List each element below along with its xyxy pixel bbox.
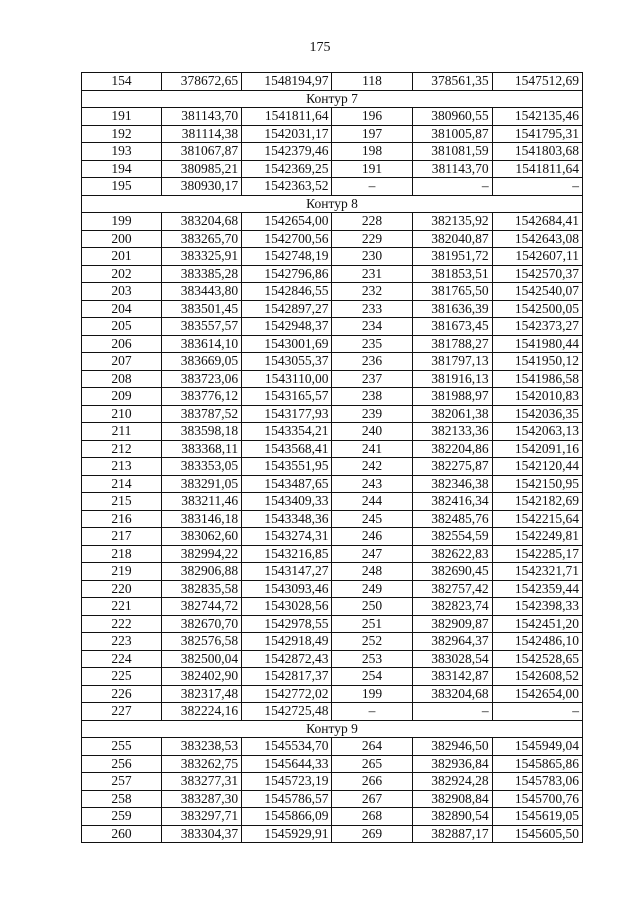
- coord-y-cell: 1541795,31: [492, 125, 582, 143]
- point-number-cell: 224: [82, 650, 162, 668]
- coord-x-cell: 382133,36: [412, 423, 492, 441]
- point-number-cell: 154: [82, 73, 162, 91]
- point-number-cell: 248: [332, 563, 412, 581]
- point-number-cell: 211: [82, 423, 162, 441]
- point-number-cell: 235: [332, 335, 412, 353]
- coord-x-cell: 383238,53: [162, 738, 242, 756]
- coord-y-cell: 1543551,95: [242, 458, 332, 476]
- page-number: 175: [309, 40, 331, 55]
- coord-y-cell: 1548194,97: [242, 73, 332, 91]
- table-row: [82, 125, 583, 143]
- point-number-cell: 245: [332, 510, 412, 528]
- point-number-cell: 260: [82, 825, 162, 843]
- coord-x-cell: 381916,13: [412, 370, 492, 388]
- coord-x-cell: 383385,28: [162, 265, 242, 283]
- coord-x-cell: 382835,58: [162, 580, 242, 598]
- point-number-cell: 197: [332, 125, 412, 143]
- coord-y-cell: 1542379,46: [242, 143, 332, 161]
- coord-y-cell: 1542500,05: [492, 300, 582, 318]
- coord-y-cell: 1542978,55: [242, 615, 332, 633]
- table-row: [82, 580, 583, 598]
- point-number-cell: 234: [332, 318, 412, 336]
- coord-x-cell: 382224,16: [162, 703, 242, 721]
- point-number-cell: 218: [82, 545, 162, 563]
- point-number-cell: 229: [332, 230, 412, 248]
- coord-y-cell: 1542063,13: [492, 423, 582, 441]
- coord-x-cell: 382936,84: [412, 755, 492, 773]
- coord-x-cell: 382135,92: [412, 213, 492, 231]
- point-number-cell: 265: [332, 755, 412, 773]
- point-number-cell: 226: [82, 685, 162, 703]
- coord-y-cell: 1543001,69: [242, 335, 332, 353]
- coord-y-cell: 1541986,58: [492, 370, 582, 388]
- point-number-cell: 259: [82, 808, 162, 826]
- table-row: [82, 825, 583, 843]
- coord-y-cell: 1543177,93: [242, 405, 332, 423]
- coord-x-cell: 380930,17: [162, 178, 242, 196]
- coord-x-cell: 381788,27: [412, 335, 492, 353]
- section-header-row: [82, 195, 583, 213]
- point-number-cell: 194: [82, 160, 162, 178]
- coord-x-cell: 383028,54: [412, 650, 492, 668]
- coord-x-cell: 382554,59: [412, 528, 492, 546]
- coord-y-cell: 1543487,65: [242, 475, 332, 493]
- point-number-cell: 244: [332, 493, 412, 511]
- point-number-cell: 205: [82, 318, 162, 336]
- coord-x-cell: 382908,84: [412, 790, 492, 808]
- coord-x-cell: 383277,31: [162, 773, 242, 791]
- point-number-cell: 199: [82, 213, 162, 231]
- coord-x-cell: 383501,45: [162, 300, 242, 318]
- coord-y-cell: 1542486,10: [492, 633, 582, 651]
- coord-x-cell: 382887,17: [412, 825, 492, 843]
- coord-x-cell: 382576,58: [162, 633, 242, 651]
- coord-y-cell: 1542948,37: [242, 318, 332, 336]
- coord-y-cell: 1541803,68: [492, 143, 582, 161]
- coord-y-cell: 1545534,70: [242, 738, 332, 756]
- coord-y-cell: 1542369,25: [242, 160, 332, 178]
- point-number-cell: 249: [332, 580, 412, 598]
- coord-y-cell: 1542373,27: [492, 318, 582, 336]
- coord-y-cell: 1542135,46: [492, 108, 582, 126]
- coord-y-cell: 1542091,16: [492, 440, 582, 458]
- point-number-cell: 268: [332, 808, 412, 826]
- point-number-cell: 204: [82, 300, 162, 318]
- point-number-cell: 233: [332, 300, 412, 318]
- point-number-cell: 219: [82, 563, 162, 581]
- table-row: [82, 475, 583, 493]
- table-row: [82, 545, 583, 563]
- coord-x-cell: 383291,05: [162, 475, 242, 493]
- coord-y-cell: 1545723,19: [242, 773, 332, 791]
- coord-x-cell: 382416,34: [412, 493, 492, 511]
- point-number-cell: 203: [82, 283, 162, 301]
- coord-x-cell: 383287,30: [162, 790, 242, 808]
- point-number-cell: 118: [332, 73, 412, 91]
- point-number-cell: 228: [332, 213, 412, 231]
- coord-y-cell: 1542700,56: [242, 230, 332, 248]
- coordinates-table-body: [82, 73, 583, 843]
- point-number-cell: 255: [82, 738, 162, 756]
- table-row: [82, 248, 583, 266]
- coord-y-cell: 1543354,21: [242, 423, 332, 441]
- coord-y-cell: 1543165,57: [242, 388, 332, 406]
- point-number-cell: 232: [332, 283, 412, 301]
- point-number-cell: 206: [82, 335, 162, 353]
- point-number-cell: 202: [82, 265, 162, 283]
- coord-x-cell: 382964,37: [412, 633, 492, 651]
- coord-y-cell: 1543409,33: [242, 493, 332, 511]
- coord-x-cell: 381143,70: [162, 108, 242, 126]
- point-number-cell: 216: [82, 510, 162, 528]
- table-row: [82, 650, 583, 668]
- coord-x-cell: 382402,90: [162, 668, 242, 686]
- coord-y-cell: 1542398,33: [492, 598, 582, 616]
- coord-x-cell: 382909,87: [412, 615, 492, 633]
- table-row: [82, 510, 583, 528]
- coord-y-cell: 1543055,37: [242, 353, 332, 371]
- coord-x-cell: 380960,55: [412, 108, 492, 126]
- coord-y-cell: 1542684,41: [492, 213, 582, 231]
- point-number-cell: 212: [82, 440, 162, 458]
- coord-y-cell: 1541980,44: [492, 335, 582, 353]
- point-number-cell: 220: [82, 580, 162, 598]
- table-row: [82, 633, 583, 651]
- table-row: [82, 388, 583, 406]
- coord-y-cell: 1542321,71: [492, 563, 582, 581]
- coord-x-cell: 383787,52: [162, 405, 242, 423]
- point-number-cell: 201: [82, 248, 162, 266]
- coord-y-cell: 1545949,04: [492, 738, 582, 756]
- coord-y-cell: 1542897,27: [242, 300, 332, 318]
- point-number-cell: 236: [332, 353, 412, 371]
- table-row: [82, 615, 583, 633]
- coord-y-cell: 1545619,05: [492, 808, 582, 826]
- coord-x-cell: 383262,75: [162, 755, 242, 773]
- coord-y-cell: 1547512,69: [492, 73, 582, 91]
- coord-y-cell: 1542359,44: [492, 580, 582, 598]
- coord-x-cell: 381143,70: [412, 160, 492, 178]
- point-number-cell: 217: [82, 528, 162, 546]
- coord-y-cell: 1545644,33: [242, 755, 332, 773]
- coord-x-cell: 383557,57: [162, 318, 242, 336]
- coord-x-cell: 383325,91: [162, 248, 242, 266]
- point-number-cell: 213: [82, 458, 162, 476]
- point-number-cell: –: [332, 703, 412, 721]
- point-number-cell: 223: [82, 633, 162, 651]
- coord-y-cell: 1543348,36: [242, 510, 332, 528]
- coord-y-cell: 1542608,52: [492, 668, 582, 686]
- point-number-cell: 258: [82, 790, 162, 808]
- coord-y-cell: 1542150,95: [492, 475, 582, 493]
- point-number-cell: 267: [332, 790, 412, 808]
- point-number-cell: 191: [332, 160, 412, 178]
- table-row: [82, 143, 583, 161]
- coord-y-cell: 1545700,76: [492, 790, 582, 808]
- coord-x-cell: 381636,39: [412, 300, 492, 318]
- coord-x-cell: 382946,50: [412, 738, 492, 756]
- coord-x-cell: 383204,68: [162, 213, 242, 231]
- coord-x-cell: 381114,38: [162, 125, 242, 143]
- coord-x-cell: 381988,97: [412, 388, 492, 406]
- coord-y-cell: 1542725,48: [242, 703, 332, 721]
- coord-y-cell: 1545786,57: [242, 790, 332, 808]
- point-number-cell: 240: [332, 423, 412, 441]
- section-title: Контур 7: [82, 90, 583, 108]
- coord-x-cell: 382346,38: [412, 475, 492, 493]
- coord-x-cell: 381005,87: [412, 125, 492, 143]
- point-number-cell: 252: [332, 633, 412, 651]
- coord-x-cell: 381673,45: [412, 318, 492, 336]
- coord-y-cell: –: [492, 703, 582, 721]
- table-row: [82, 685, 583, 703]
- point-number-cell: 243: [332, 475, 412, 493]
- coord-y-cell: 1542120,44: [492, 458, 582, 476]
- coord-y-cell: 1542643,08: [492, 230, 582, 248]
- coord-x-cell: 383304,37: [162, 825, 242, 843]
- coord-x-cell: 382670,70: [162, 615, 242, 633]
- point-number-cell: 231: [332, 265, 412, 283]
- point-number-cell: 225: [82, 668, 162, 686]
- table-row: [82, 808, 583, 826]
- coord-x-cell: 383598,18: [162, 423, 242, 441]
- point-number-cell: 246: [332, 528, 412, 546]
- coord-x-cell: –: [412, 703, 492, 721]
- point-number-cell: 247: [332, 545, 412, 563]
- table-row: [82, 108, 583, 126]
- coord-x-cell: 382040,87: [412, 230, 492, 248]
- coord-y-cell: 1541950,12: [492, 353, 582, 371]
- coord-x-cell: 382744,72: [162, 598, 242, 616]
- coord-x-cell: 382275,87: [412, 458, 492, 476]
- coord-x-cell: 382823,74: [412, 598, 492, 616]
- coord-x-cell: 383297,71: [162, 808, 242, 826]
- coord-y-cell: 1545783,06: [492, 773, 582, 791]
- coord-y-cell: 1543568,41: [242, 440, 332, 458]
- table-row: [82, 230, 583, 248]
- coord-x-cell: 378672,65: [162, 73, 242, 91]
- table-row: [82, 265, 583, 283]
- coord-y-cell: 1545866,09: [242, 808, 332, 826]
- coord-x-cell: 382622,83: [412, 545, 492, 563]
- coord-x-cell: 383669,05: [162, 353, 242, 371]
- point-number-cell: 256: [82, 755, 162, 773]
- coord-x-cell: 382317,48: [162, 685, 242, 703]
- coord-y-cell: 1542540,07: [492, 283, 582, 301]
- table-row: [82, 213, 583, 231]
- coord-y-cell: 1542654,00: [242, 213, 332, 231]
- coord-y-cell: 1545929,91: [242, 825, 332, 843]
- coord-x-cell: 383265,70: [162, 230, 242, 248]
- coord-x-cell: 382994,22: [162, 545, 242, 563]
- table-row: [82, 423, 583, 441]
- point-number-cell: 257: [82, 773, 162, 791]
- coord-x-cell: –: [412, 178, 492, 196]
- coord-x-cell: 383368,11: [162, 440, 242, 458]
- coord-y-cell: 1542010,83: [492, 388, 582, 406]
- table-row: [82, 703, 583, 721]
- coord-x-cell: 381081,59: [412, 143, 492, 161]
- point-number-cell: 208: [82, 370, 162, 388]
- coordinates-table: [81, 72, 583, 843]
- table-row: [82, 563, 583, 581]
- table-row: [82, 73, 583, 91]
- table-row: [82, 160, 583, 178]
- coord-x-cell: 383211,46: [162, 493, 242, 511]
- table-row: [82, 773, 583, 791]
- table-row: [82, 283, 583, 301]
- coord-x-cell: 382757,42: [412, 580, 492, 598]
- table-row: [82, 755, 583, 773]
- coord-x-cell: 378561,35: [412, 73, 492, 91]
- section-header-row: [82, 90, 583, 108]
- coord-y-cell: 1542031,17: [242, 125, 332, 143]
- coord-x-cell: 381853,51: [412, 265, 492, 283]
- coord-x-cell: 383142,87: [412, 668, 492, 686]
- point-number-cell: 199: [332, 685, 412, 703]
- coord-y-cell: 1541811,64: [242, 108, 332, 126]
- point-number-cell: 266: [332, 773, 412, 791]
- point-number-cell: 215: [82, 493, 162, 511]
- coord-y-cell: 1542528,65: [492, 650, 582, 668]
- coord-y-cell: 1542772,02: [242, 685, 332, 703]
- coord-y-cell: 1542607,11: [492, 248, 582, 266]
- point-number-cell: 251: [332, 615, 412, 633]
- coord-y-cell: 1543093,46: [242, 580, 332, 598]
- point-number-cell: 264: [332, 738, 412, 756]
- coord-y-cell: 1542796,86: [242, 265, 332, 283]
- point-number-cell: 237: [332, 370, 412, 388]
- point-number-cell: 214: [82, 475, 162, 493]
- point-number-cell: 250: [332, 598, 412, 616]
- coord-y-cell: 1542451,20: [492, 615, 582, 633]
- table-row: [82, 598, 583, 616]
- table-row: [82, 458, 583, 476]
- point-number-cell: 227: [82, 703, 162, 721]
- section-header-row: [82, 720, 583, 738]
- coord-x-cell: 383353,05: [162, 458, 242, 476]
- point-number-cell: 230: [332, 248, 412, 266]
- coord-y-cell: 1542249,81: [492, 528, 582, 546]
- coord-y-cell: 1542363,52: [242, 178, 332, 196]
- coord-x-cell: 382690,45: [412, 563, 492, 581]
- coord-y-cell: 1542872,43: [242, 650, 332, 668]
- coord-y-cell: 1543147,27: [242, 563, 332, 581]
- coord-x-cell: 382204,86: [412, 440, 492, 458]
- coord-x-cell: 381765,50: [412, 283, 492, 301]
- coord-x-cell: 383204,68: [412, 685, 492, 703]
- table-row: [82, 738, 583, 756]
- point-number-cell: 200: [82, 230, 162, 248]
- table-row: [82, 668, 583, 686]
- coord-y-cell: 1543110,00: [242, 370, 332, 388]
- point-number-cell: 254: [332, 668, 412, 686]
- point-number-cell: 210: [82, 405, 162, 423]
- coord-x-cell: 382500,04: [162, 650, 242, 668]
- point-number-cell: 195: [82, 178, 162, 196]
- point-number-cell: 222: [82, 615, 162, 633]
- coord-x-cell: 381797,13: [412, 353, 492, 371]
- table-row: [82, 440, 583, 458]
- coord-x-cell: 382485,76: [412, 510, 492, 528]
- point-number-cell: 239: [332, 405, 412, 423]
- point-number-cell: 241: [332, 440, 412, 458]
- table-row: [82, 300, 583, 318]
- coord-y-cell: 1542846,55: [242, 283, 332, 301]
- table-row: [82, 318, 583, 336]
- coord-y-cell: 1542918,49: [242, 633, 332, 651]
- coord-y-cell: 1542570,37: [492, 265, 582, 283]
- coord-y-cell: –: [492, 178, 582, 196]
- point-number-cell: 196: [332, 108, 412, 126]
- point-number-cell: 238: [332, 388, 412, 406]
- point-number-cell: 198: [332, 143, 412, 161]
- table-row: [82, 370, 583, 388]
- coord-y-cell: 1543216,85: [242, 545, 332, 563]
- section-title: Контур 8: [82, 195, 583, 213]
- coord-x-cell: 382061,38: [412, 405, 492, 423]
- coord-y-cell: 1541811,64: [492, 160, 582, 178]
- point-number-cell: 242: [332, 458, 412, 476]
- coord-y-cell: 1542215,64: [492, 510, 582, 528]
- point-number-cell: 269: [332, 825, 412, 843]
- coord-x-cell: 383723,06: [162, 370, 242, 388]
- coord-y-cell: 1542748,19: [242, 248, 332, 266]
- coord-y-cell: 1543274,31: [242, 528, 332, 546]
- coord-x-cell: 381951,72: [412, 248, 492, 266]
- coord-y-cell: 1542036,35: [492, 405, 582, 423]
- point-number-cell: 192: [82, 125, 162, 143]
- table-row: [82, 405, 583, 423]
- point-number-cell: 209: [82, 388, 162, 406]
- table-row: [82, 493, 583, 511]
- table-row: [82, 178, 583, 196]
- point-number-cell: 221: [82, 598, 162, 616]
- table-row: [82, 335, 583, 353]
- coord-y-cell: 1542654,00: [492, 685, 582, 703]
- point-number-cell: 191: [82, 108, 162, 126]
- point-number-cell: 207: [82, 353, 162, 371]
- coord-x-cell: 382924,28: [412, 773, 492, 791]
- coord-x-cell: 382906,88: [162, 563, 242, 581]
- point-number-cell: –: [332, 178, 412, 196]
- coord-x-cell: 383146,18: [162, 510, 242, 528]
- section-title: Контур 9: [82, 720, 583, 738]
- coord-x-cell: 383062,60: [162, 528, 242, 546]
- coord-y-cell: 1545605,50: [492, 825, 582, 843]
- table-row: [82, 353, 583, 371]
- coord-x-cell: 383443,80: [162, 283, 242, 301]
- coord-x-cell: 383776,12: [162, 388, 242, 406]
- coord-y-cell: 1543028,56: [242, 598, 332, 616]
- point-number-cell: 193: [82, 143, 162, 161]
- coord-y-cell: 1542817,37: [242, 668, 332, 686]
- table-row: [82, 528, 583, 546]
- point-number-cell: 253: [332, 650, 412, 668]
- coord-y-cell: 1542182,69: [492, 493, 582, 511]
- coord-x-cell: 382890,54: [412, 808, 492, 826]
- coord-x-cell: 381067,87: [162, 143, 242, 161]
- coord-y-cell: 1545865,86: [492, 755, 582, 773]
- coord-x-cell: 380985,21: [162, 160, 242, 178]
- coord-x-cell: 383614,10: [162, 335, 242, 353]
- coord-y-cell: 1542285,17: [492, 545, 582, 563]
- table-row: [82, 790, 583, 808]
